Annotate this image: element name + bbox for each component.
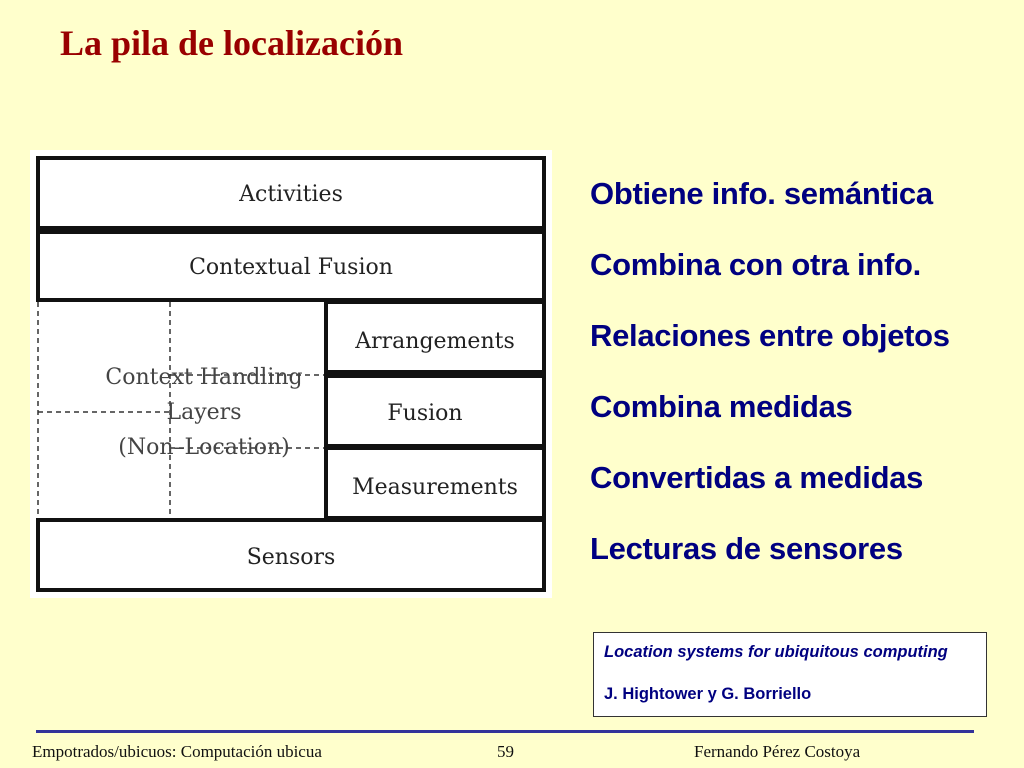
layer-arrangements: Arrangements bbox=[355, 329, 515, 354]
context-handling-line-3: (Non–Location) bbox=[118, 435, 290, 460]
desc-sensors: Lecturas de sensores bbox=[590, 531, 903, 566]
reference-authors: J. Hightower y G. Borriello bbox=[604, 685, 812, 703]
layer-contextual-fusion: Contextual Fusion bbox=[189, 255, 393, 280]
layer-descriptions bbox=[590, 170, 950, 596]
desc-measurements: Convertidas a medidas bbox=[590, 460, 924, 495]
footer-author: Fernando Pérez Costoya bbox=[694, 742, 861, 761]
location-stack-diagram bbox=[30, 150, 552, 598]
footer-divider bbox=[36, 730, 974, 733]
reference-title: Location systems for ubiquitous computing bbox=[604, 643, 948, 661]
desc-contextual-fusion: Combina con otra info. bbox=[590, 247, 921, 282]
footer-course: Empotrados/ubicuos: Computación ubicua bbox=[32, 742, 322, 761]
reference-box bbox=[593, 632, 987, 717]
desc-activities: Obtiene info. semántica bbox=[590, 176, 933, 211]
layer-activities: Activities bbox=[239, 182, 343, 207]
layer-fusion: Fusion bbox=[387, 401, 463, 426]
desc-fusion: Combina medidas bbox=[590, 389, 853, 424]
context-handling-label bbox=[70, 360, 338, 465]
context-handling-line-1: Context Handling bbox=[105, 365, 303, 390]
desc-arrangements: Relaciones entre objetos bbox=[590, 318, 950, 353]
page-number: 59 bbox=[497, 742, 514, 761]
context-handling-line-2: Layers bbox=[166, 400, 242, 425]
slide-title: La pila de localización bbox=[60, 23, 404, 63]
layer-sensors: Sensors bbox=[246, 545, 336, 570]
layer-measurements: Measurements bbox=[352, 475, 518, 500]
